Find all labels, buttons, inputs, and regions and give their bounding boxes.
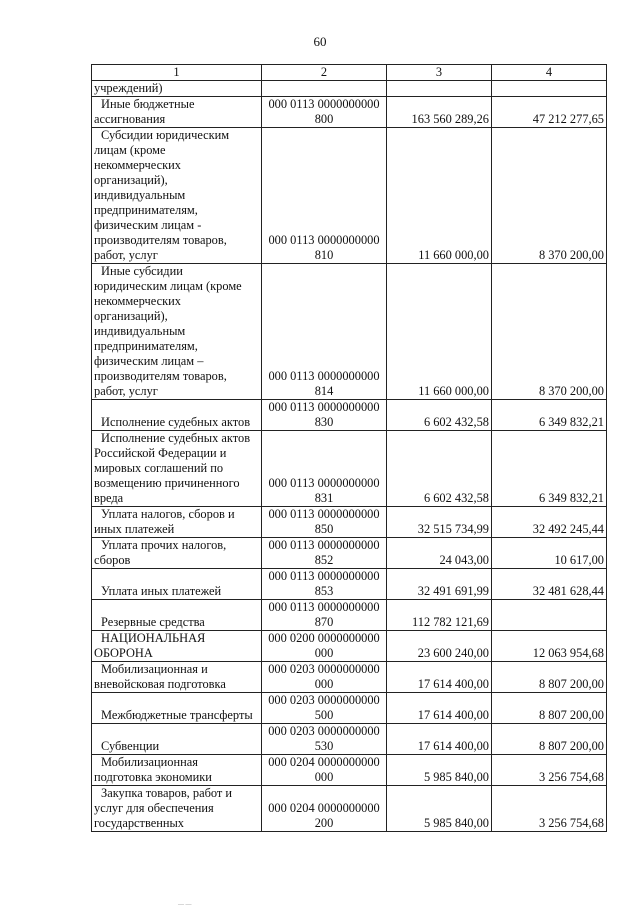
- header-col-1: 1: [92, 65, 262, 81]
- row-code-main: 000 0113 0000000000: [268, 369, 380, 383]
- row-name-line: ассигнования: [94, 112, 166, 126]
- row-code-type: 853: [314, 584, 334, 598]
- table-row: [92, 128, 607, 264]
- table-row: [92, 724, 607, 755]
- row-name-line: ОБОРОНА: [94, 646, 153, 660]
- row-name-line: физическим лицам -: [94, 218, 202, 232]
- row-name-line: юридическим лицам (кроме: [94, 279, 242, 293]
- row-value-col3: 6 602 432,58: [387, 400, 492, 431]
- row-code-type: 814: [314, 384, 334, 398]
- table-row: [92, 264, 607, 400]
- row-value-col4: 32 481 628,44: [492, 569, 607, 600]
- row-code-main: 000 0203 0000000000: [268, 662, 380, 676]
- row-code-type: 530: [314, 739, 334, 753]
- table-header-row: [92, 65, 607, 81]
- row-code-main: 000 0113 0000000000: [268, 97, 380, 111]
- row-name-line: вневойсковая подготовка: [94, 677, 226, 691]
- row-value-col3: 5 985 840,00: [387, 755, 492, 786]
- row-code: [262, 693, 387, 724]
- row-name-line: Российской Федерации и: [94, 446, 227, 460]
- header-col-4: 4: [492, 65, 607, 81]
- row-code-main: 000 0204 0000000000: [268, 801, 380, 815]
- row-name-line: Резервные средства: [101, 615, 205, 629]
- row-code: [262, 431, 387, 507]
- table-row: [92, 400, 607, 431]
- row-name-line: Закупка товаров, работ и: [101, 786, 233, 800]
- row-value-col4: 10 617,00: [492, 538, 607, 569]
- row-name-line: Уплата налогов, сборов и: [101, 507, 235, 521]
- row-value-col3: 32 491 691,99: [387, 569, 492, 600]
- row-value-col3: 17 614 400,00: [387, 662, 492, 693]
- table-row: [92, 662, 607, 693]
- row-code-main: 000 0113 0000000000: [268, 569, 380, 583]
- row-code-main: 000 0200 0000000000: [268, 631, 380, 645]
- row-code-main: 000 0113 0000000000: [268, 600, 380, 614]
- row-name-line: работ, услуг: [94, 248, 158, 262]
- row-value-col3: 5 985 840,00: [387, 786, 492, 832]
- row-name: [92, 600, 262, 631]
- row-name-line: иных платежей: [94, 522, 175, 536]
- row-value-col4: 12 063 954,68: [492, 631, 607, 662]
- row-name-line: Уплата иных платежей: [101, 584, 222, 598]
- row-name-line: подготовка экономики: [94, 770, 212, 784]
- row-name: [92, 128, 262, 264]
- row-name-line: индивидуальным: [94, 324, 186, 338]
- row-code: [262, 755, 387, 786]
- row-name-line: Исполнение судебных актов: [101, 431, 251, 445]
- row-code-main: 000 0204 0000000000: [268, 755, 380, 769]
- table-row: [92, 631, 607, 662]
- row-name-line: вреда: [94, 491, 124, 505]
- row-name: [92, 97, 262, 128]
- row-value-col3: 11 660 000,00: [387, 264, 492, 400]
- row-name: [92, 81, 262, 97]
- row-value-col4: 8 370 200,00: [492, 128, 607, 264]
- row-code-type: 850: [314, 522, 334, 536]
- row-name-line: предпринимателям,: [94, 203, 198, 217]
- row-name-line: возмещению причиненного: [94, 476, 240, 490]
- row-code-main: 000 0113 0000000000: [268, 507, 380, 521]
- row-name-line: лицам (кроме: [94, 143, 166, 157]
- row-code: [262, 128, 387, 264]
- row-code: [262, 569, 387, 600]
- header-col-2: 2: [262, 65, 387, 81]
- row-value-col3: [387, 81, 492, 97]
- row-value-col3: 24 043,00: [387, 538, 492, 569]
- row-name-line: Субвенции: [101, 739, 160, 753]
- row-value-col4: 47 212 277,65: [492, 97, 607, 128]
- header-col-3: 3: [387, 65, 492, 81]
- row-name: [92, 755, 262, 786]
- table-row: [92, 81, 607, 97]
- row-code-type: 852: [314, 553, 334, 567]
- row-code: [262, 97, 387, 128]
- row-code-main: 000 0113 0000000000: [268, 538, 380, 552]
- row-code-type: 000: [314, 677, 334, 691]
- row-value-col4: 8 807 200,00: [492, 662, 607, 693]
- row-code: [262, 400, 387, 431]
- table-row: [92, 538, 607, 569]
- row-value-col4: 8 370 200,00: [492, 264, 607, 400]
- row-code-type: 831: [314, 491, 334, 505]
- row-name-line: предпринимателям,: [94, 339, 198, 353]
- row-value-col3: 17 614 400,00: [387, 693, 492, 724]
- row-name-line: Исполнение судебных актов: [101, 415, 251, 429]
- row-code-type: 000: [314, 646, 334, 660]
- row-code: [262, 81, 387, 97]
- row-name-line: мировых соглашений по: [94, 461, 224, 475]
- row-name-line: производителям товаров,: [94, 233, 227, 247]
- row-code-type: 200: [314, 816, 334, 830]
- page-number: 60: [313, 34, 327, 49]
- row-name-line: работ, услуг: [94, 384, 158, 398]
- row-value-col4: [492, 600, 607, 631]
- row-name: [92, 631, 262, 662]
- row-value-col3: 163 560 289,26: [387, 97, 492, 128]
- budget-table: [91, 64, 607, 832]
- row-code-type: 000: [314, 770, 334, 784]
- row-value-col3: 23 600 240,00: [387, 631, 492, 662]
- row-name-line: индивидуальным: [94, 188, 186, 202]
- row-name: [92, 538, 262, 569]
- row-value-col3: 32 515 734,99: [387, 507, 492, 538]
- row-value-col3: 6 602 432,58: [387, 431, 492, 507]
- row-name: [92, 431, 262, 507]
- row-name-line: НАЦИОНАЛЬНАЯ: [101, 631, 206, 645]
- row-value-col4: 8 807 200,00: [492, 724, 607, 755]
- table-row: [92, 569, 607, 600]
- row-value-col4: 3 256 754,68: [492, 786, 607, 832]
- row-code: [262, 507, 387, 538]
- scan-mark: — —: [178, 902, 192, 908]
- row-name-line: некоммерческих: [94, 158, 181, 172]
- table-row: [92, 755, 607, 786]
- row-name: [92, 569, 262, 600]
- row-code: [262, 662, 387, 693]
- row-name: [92, 786, 262, 832]
- table-row: [92, 507, 607, 538]
- row-code-type: 800: [314, 112, 334, 126]
- row-name-line: Уплата прочих налогов,: [101, 538, 227, 552]
- row-code-type: 500: [314, 708, 334, 722]
- row-name-line: организаций),: [94, 173, 168, 187]
- row-name: [92, 693, 262, 724]
- row-code: [262, 786, 387, 832]
- row-code-main: 000 0113 0000000000: [268, 400, 380, 414]
- row-name: [92, 507, 262, 538]
- row-name-line: Иные бюджетные: [101, 97, 195, 111]
- row-name-line: Иные субсидии: [101, 264, 183, 278]
- row-name: [92, 724, 262, 755]
- row-name-line: учреждений): [94, 81, 163, 95]
- row-code: [262, 538, 387, 569]
- row-code: [262, 631, 387, 662]
- row-name-line: некоммерческих: [94, 294, 181, 308]
- table-row: [92, 600, 607, 631]
- row-code-main: 000 0203 0000000000: [268, 724, 380, 738]
- row-value-col4: 6 349 832,21: [492, 431, 607, 507]
- row-name-line: Мобилизационная и: [101, 662, 208, 676]
- row-code-type: 830: [314, 415, 334, 429]
- row-name: [92, 264, 262, 400]
- row-name-line: услуг для обеспечения: [94, 801, 214, 815]
- row-value-col3: 17 614 400,00: [387, 724, 492, 755]
- table-row: [92, 786, 607, 832]
- row-code-main: 000 0113 0000000000: [268, 476, 380, 490]
- row-name-line: государственных: [94, 816, 185, 830]
- row-value-col4: 8 807 200,00: [492, 693, 607, 724]
- row-value-col3: 11 660 000,00: [387, 128, 492, 264]
- row-value-col4: 3 256 754,68: [492, 755, 607, 786]
- row-code-type: 810: [314, 248, 334, 262]
- row-name-line: организаций),: [94, 309, 168, 323]
- row-name-line: физическим лицам –: [94, 354, 204, 368]
- table-body: [92, 81, 607, 832]
- row-value-col4: 32 492 245,44: [492, 507, 607, 538]
- table-row: [92, 431, 607, 507]
- row-value-col3: 112 782 121,69: [387, 600, 492, 631]
- row-code-type: 870: [314, 615, 334, 629]
- row-name-line: сборов: [94, 553, 131, 567]
- row-name: [92, 662, 262, 693]
- row-code-main: 000 0113 0000000000: [268, 233, 380, 247]
- row-name-line: производителям товаров,: [94, 369, 227, 383]
- row-code-main: 000 0203 0000000000: [268, 693, 380, 707]
- row-name: [92, 400, 262, 431]
- row-value-col4: [492, 81, 607, 97]
- row-name-line: Мобилизационная: [101, 755, 198, 769]
- row-name-line: Субсидии юридическим: [101, 128, 230, 142]
- row-value-col4: 6 349 832,21: [492, 400, 607, 431]
- row-name-line: Межбюджетные трансферты: [101, 708, 253, 722]
- row-code: [262, 264, 387, 400]
- table-row: [92, 97, 607, 128]
- row-code: [262, 724, 387, 755]
- row-code: [262, 600, 387, 631]
- table-row: [92, 693, 607, 724]
